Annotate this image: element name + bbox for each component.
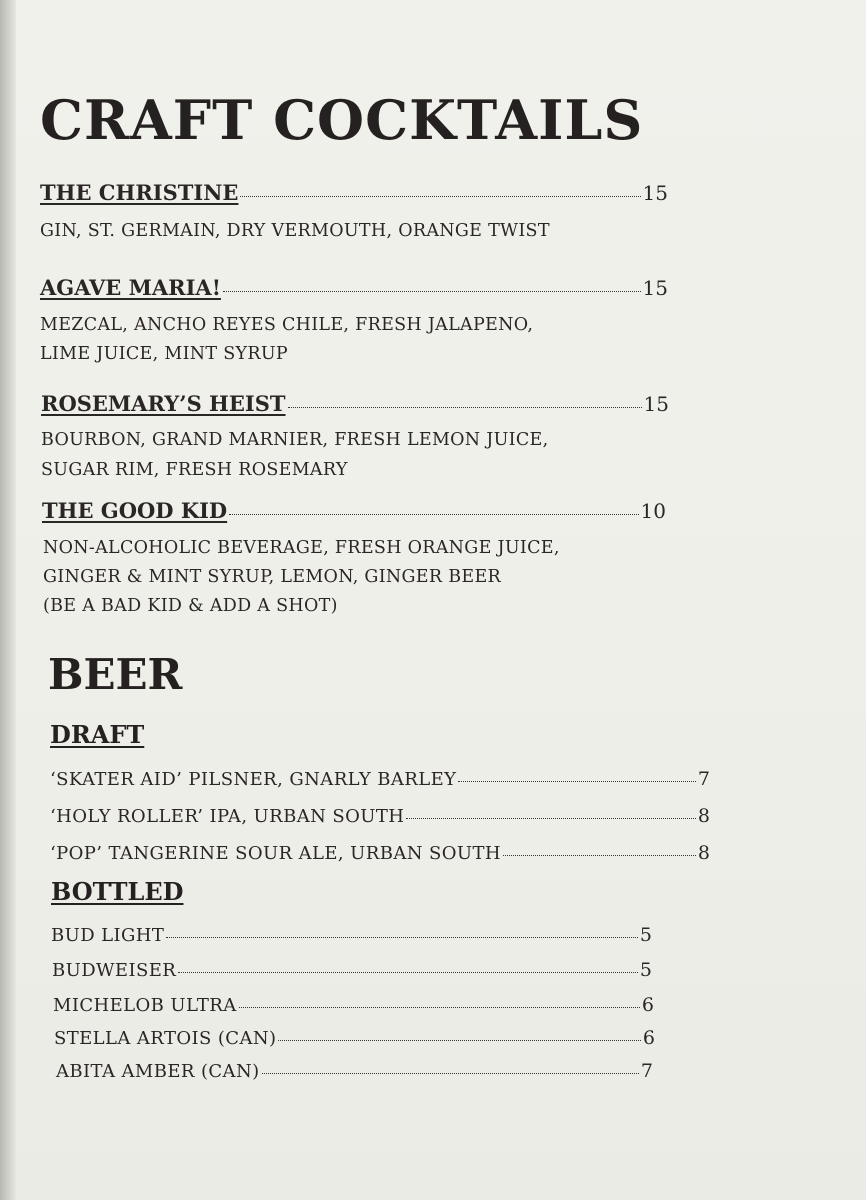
beer-item — [50, 842, 710, 864]
beer-name: ‘POP’ TANGERINE SOUR ALE, URBAN SOUTH — [50, 843, 501, 864]
beer-name: BUD LIGHT — [51, 925, 165, 946]
cocktail-price: 10 — [640, 499, 666, 523]
dot-leader — [278, 1040, 640, 1041]
beer-name: BUDWEISER — [52, 960, 177, 981]
beer-item — [56, 1060, 653, 1082]
cocktail-description-line: NON-ALCOHOLIC BEVERAGE, FRESH ORANGE JUICE, — [43, 538, 560, 558]
beer-price: 6 — [641, 994, 654, 1016]
cocktail-description-line: LIME JUICE, MINT SYRUP — [40, 344, 288, 364]
cocktail-price: 15 — [642, 181, 668, 205]
beer-name: ‘HOLY ROLLER’ IPA, URBAN SOUTH — [50, 806, 405, 827]
cocktail-item — [40, 275, 668, 300]
dot-leader — [288, 407, 642, 408]
cocktail-description-line: GIN, ST. GERMAIN, DRY VERMOUTH, ORANGE TWIST — [40, 221, 550, 241]
cocktail-price: 15 — [642, 276, 668, 300]
cocktail-description-line: MEZCAL, ANCHO REYES CHILE, FRESH JALAPENO, — [40, 315, 534, 335]
cocktail-description-line: (BE A BAD KID & ADD A SHOT) — [43, 596, 338, 616]
dot-leader — [223, 291, 641, 292]
beer-item — [51, 924, 652, 946]
cocktail-item — [42, 498, 666, 523]
beer-name: ABITA AMBER (CAN) — [56, 1061, 260, 1082]
dot-leader — [458, 781, 695, 782]
beer-price: 5 — [639, 924, 652, 946]
cocktail-description-line: GINGER & MINT SYRUP, LEMON, GINGER BEER — [43, 567, 502, 587]
dot-leader — [503, 855, 696, 856]
beer-item — [53, 994, 654, 1016]
beer-name: STELLA ARTOIS (CAN) — [54, 1028, 277, 1049]
beer-item — [54, 1027, 655, 1049]
beer-item — [50, 805, 710, 827]
beer-price: 6 — [642, 1027, 655, 1049]
beer-price: 7 — [697, 768, 710, 790]
cocktail-name: ROSEMARY’S HEIST — [41, 391, 286, 416]
cocktail-description-line: BOURBON, GRAND MARNIER, FRESH LEMON JUICE, — [41, 430, 549, 450]
cocktail-name: AGAVE MARIA! — [40, 275, 221, 300]
dot-leader — [229, 514, 638, 515]
beer-item — [50, 768, 710, 790]
beer-name: MICHELOB ULTRA — [53, 995, 237, 1016]
cocktail-price: 15 — [643, 392, 669, 416]
beer-price: 7 — [640, 1060, 653, 1082]
dot-leader — [262, 1073, 639, 1074]
dot-leader — [178, 972, 638, 973]
draft-heading: DRAFT — [50, 720, 145, 749]
bottled-heading: BOTTLED — [51, 877, 184, 906]
cocktail-name: THE CHRISTINE — [40, 180, 239, 205]
beer-price: 8 — [697, 842, 710, 864]
cocktail-name: THE GOOD KID — [42, 498, 228, 523]
cocktail-description-line: SUGAR RIM, FRESH ROSEMARY — [41, 460, 348, 480]
beer-price: 8 — [697, 805, 710, 827]
cocktails-heading: CRAFT COCKTAILS — [40, 88, 644, 152]
dot-leader — [406, 818, 696, 819]
cocktail-item — [41, 391, 669, 416]
cocktail-item — [40, 180, 668, 205]
beer-item — [52, 959, 652, 981]
dot-leader — [240, 196, 640, 197]
beer-heading: BEER — [48, 650, 183, 699]
beer-price: 5 — [639, 959, 652, 981]
dot-leader — [239, 1007, 640, 1008]
beer-name: ‘SKATER AID’ PILSNER, GNARLY BARLEY — [50, 769, 457, 790]
dot-leader — [166, 937, 638, 938]
page-edge-shadow — [0, 0, 16, 1200]
